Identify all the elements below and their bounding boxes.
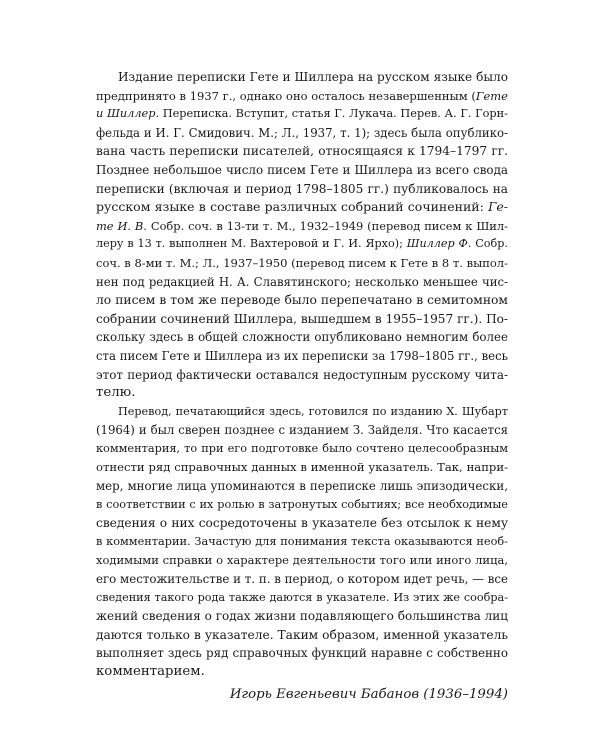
text-line <box>96 384 508 403</box>
text-line <box>96 161 508 180</box>
text-run: выполняет здесь ряд справочных функций наравне с собственно <box>96 646 508 661</box>
text-run: ходимыми справки о характере деятельности того или иного лица, <box>96 553 508 568</box>
author-signature: Игорь Евгеньевич Бабанов (1936–1994) <box>229 686 508 702</box>
text-run: комментария, то при его подготовке было сочтено целесообразным <box>96 441 508 455</box>
text-run: комментарием. <box>96 664 205 679</box>
text-run: Издание переписки Гете и Шиллера на русском языке было <box>118 70 508 84</box>
text-line <box>96 366 508 385</box>
text-line <box>96 198 508 217</box>
text-run: соч. в 8-ми т. М.; Л., 1937–1950 (перевод писем к Гете в 8 т. выпол- <box>96 255 508 270</box>
text-line <box>96 347 508 366</box>
document-page <box>96 68 508 704</box>
text-run: Собр. <box>471 237 508 251</box>
text-line <box>96 533 508 552</box>
text-run: Перевод, печатающийся здесь, готовился по изданию Х. Шубарт <box>118 404 508 418</box>
text-run: даются только в указателе. Таким образом, именной указатель <box>96 627 508 642</box>
text-line <box>96 477 508 496</box>
paragraph-1 <box>96 68 508 403</box>
text-run: нен под редакцией Н. А. Славятинского; несколько меньшее чис- <box>96 274 508 289</box>
italic-text: Ге- <box>488 199 508 215</box>
text-line <box>96 142 508 161</box>
paragraph-2 <box>96 403 508 682</box>
text-line <box>96 663 508 682</box>
text-run: предпринято в 1937 г., однако оно осталось незавершенным ( <box>96 88 476 103</box>
text-line <box>96 87 508 106</box>
text-run: сведения такого рода также даются в указателе. Из этих же сообра- <box>96 590 508 604</box>
text-run: в комментарии. Зачастую для понимания текста оказываются необ- <box>96 534 508 548</box>
italic-text: Шиллер Ф. <box>406 237 472 251</box>
text-run: русском языке в составе различных собраний сочинений: <box>96 199 489 215</box>
italic-text: и Шиллер. <box>96 107 160 121</box>
text-run: фельда и И. Г. Смидович. М.; Л., 1937, т. 1); здесь была опублико- <box>96 125 508 140</box>
text-line <box>96 68 508 87</box>
text-run: его местожительстве и т. п. в период, о котором идет речь, — все <box>96 572 508 587</box>
italic-text: те И. В. <box>96 218 147 233</box>
text-run: собрании сочинений Шиллера, вышедшем в 1955–1957 гг.). По- <box>96 311 508 326</box>
text-line <box>96 496 508 515</box>
text-run: мер, многие лица упоминаются в переписке лишь эпизодически, <box>96 479 508 494</box>
text-line <box>96 570 508 589</box>
text-run: переписки (включая и период 1798–1805 гг.) публиковалось на <box>96 181 508 196</box>
text-line <box>96 551 508 570</box>
text-line <box>96 328 508 347</box>
text-line <box>96 217 508 236</box>
text-run: Переписка. Вступит, статья Г. Лукача. Перев. А. Г. Горн- <box>159 107 508 121</box>
text-line <box>96 124 508 143</box>
text-run: сведения о них сосредоточены в указателе без отсылок к нему <box>96 516 508 531</box>
text-line <box>96 273 508 292</box>
italic-text: Гете <box>475 88 508 103</box>
text-run: этот период фактически оставался недоступным русскому чита- <box>96 367 508 382</box>
text-line <box>96 254 508 273</box>
text-run: Позднее небольшое число писем Гете и Шиллера из всего свода <box>96 162 508 177</box>
text-run: леру в 13 т. выполнен М. Вахтеровой и Г. И. Ярхо); <box>96 237 407 251</box>
text-line <box>96 440 508 459</box>
text-line <box>96 644 508 663</box>
text-run: телю. <box>96 385 136 401</box>
text-line <box>96 291 508 310</box>
text-line <box>96 105 508 124</box>
text-line <box>96 235 508 254</box>
text-line <box>96 458 508 477</box>
text-line <box>96 180 508 199</box>
text-line <box>96 403 508 422</box>
text-run: ло писем в том же переводе было перепечатано в семитомном <box>96 293 508 308</box>
text-run: в соответствии с их ролью в затронутых событиях; все необходимые <box>96 497 508 511</box>
text-line <box>96 514 508 533</box>
text-line <box>96 607 508 626</box>
text-run: Собр. соч. в 13-ти т. М., 1932–1949 (перевод писем к Шил- <box>146 218 508 233</box>
text-run: вана часть переписки писателей, относящаяся к 1794–1797 гг. <box>96 144 508 159</box>
text-run: скольку здесь в общей сложности опубликовано немногим более <box>96 330 508 345</box>
text-line <box>96 421 508 440</box>
text-run: (1964) и был сверен позднее с изданием З. Зайделя. Что касается <box>96 423 508 438</box>
text-run: жений сведения о годах жизни подавляющего большинства лиц <box>96 609 508 624</box>
text-line <box>96 589 508 608</box>
text-line <box>96 310 508 329</box>
text-run: ста писем Гете и Шиллера из их переписки за 1798–1805 гг., весь <box>96 348 508 363</box>
text-run: отнести ряд справочных данных в именной указатель. Так, напри- <box>96 460 508 475</box>
text-line <box>96 626 508 645</box>
